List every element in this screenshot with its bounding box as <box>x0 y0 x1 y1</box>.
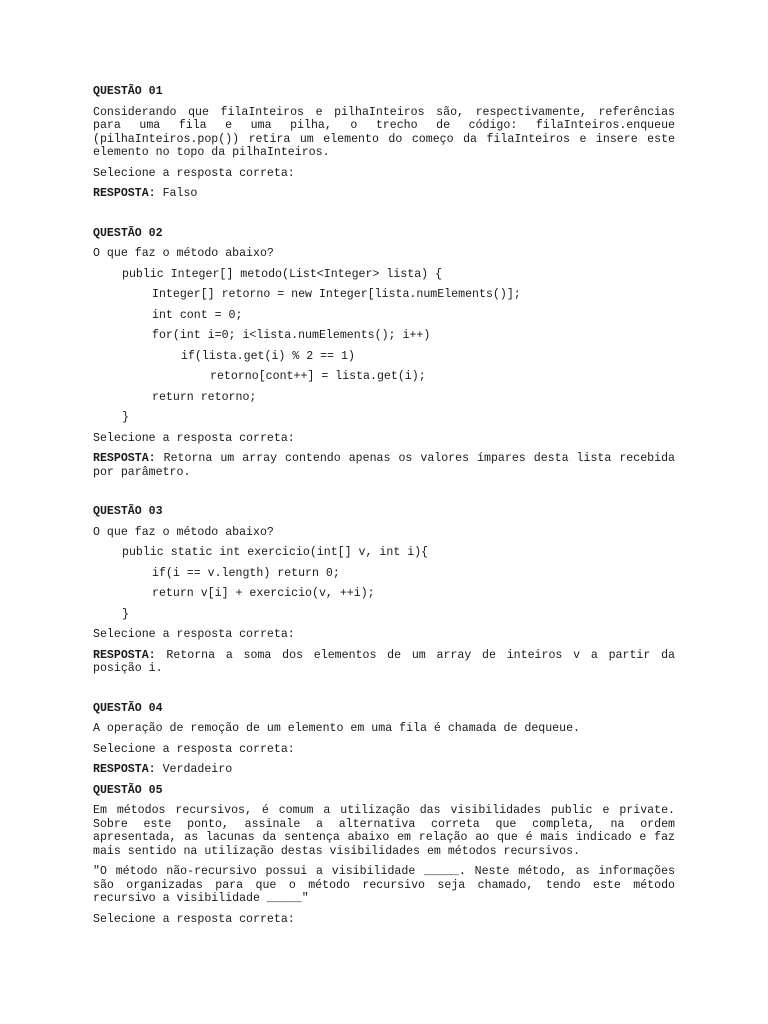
question-text: Considerando que filaInteiros e pilhaInteiros são, respectivamente, referências para uma fila e uma pilha, o trecho de código: filaInteiros.enqueue (pilhaInteiros.pop()) retira um elemento do começo da filaInteiros e insere este elemento no topo da pilhaInteiros. <box>93 105 675 159</box>
answer-label: RESPOSTA: <box>93 648 156 662</box>
answer-text: Falso <box>155 187 198 200</box>
answer <box>93 187 675 201</box>
code-line: for(int i=0; i<lista.numElements(); i++) <box>152 329 431 342</box>
question-title: QUESTÃO 01 <box>93 85 163 98</box>
question-04 <box>93 702 675 777</box>
question-03 <box>93 505 675 676</box>
code-line: Integer[] retorno = new Integer[lista.numElements()]; <box>152 288 521 301</box>
answer-text: Retorna a soma dos elementos de um array de inteiros v a partir da posição i. <box>93 648 675 675</box>
code-line: return retorno; <box>152 390 257 404</box>
code-line: } <box>122 607 129 621</box>
question-02 <box>93 227 675 480</box>
code-line: retorno[cont++] = lista.get(i); <box>210 370 426 383</box>
answer <box>93 452 675 479</box>
question-title: QUESTÃO 05 <box>93 783 163 797</box>
question-quote: "O método não-recursivo possui a visibilidade _____. Neste método, as informações são organizadas para que o método recursivo seja chamado, tendo este método recursivo a visibilidade _____" <box>93 865 675 905</box>
answer <box>93 649 675 676</box>
code-line: int cont = 0; <box>152 308 243 322</box>
question-prompt: Selecione a resposta correta: <box>93 912 295 926</box>
question-title: QUESTÃO 04 <box>93 701 163 715</box>
question-text: A operação de remoção de um elemento em uma fila é chamada de dequeue. <box>93 722 581 735</box>
document-page <box>93 85 675 926</box>
answer-text: Retorna um array contendo apenas os valores ímpares desta lista recebida por parâmetro. <box>93 452 675 479</box>
question-title: QUESTÃO 03 <box>93 505 163 518</box>
question-text: Em métodos recursivos, é comum a utilização das visibilidades public e private. Sobre este ponto, assinale a alternativa correta que completa, na ordem apresentada, as lacunas da sentença abaixo em relação ao que é mais indicado e faz mais sentido na utilização destas visibilidades em métodos recursivos. <box>93 804 675 858</box>
answer-label: RESPOSTA: <box>93 452 156 465</box>
question-prompt: Selecione a resposta correta: <box>93 431 295 445</box>
question-text: O que faz o método abaixo? <box>93 247 274 260</box>
question-prompt: Selecione a resposta correta: <box>93 628 295 641</box>
answer-label: RESPOSTA: <box>93 763 156 776</box>
answer-label: RESPOSTA: <box>93 187 156 200</box>
question-text: O que faz o método abaixo? <box>93 525 274 539</box>
code-line: if(lista.get(i) % 2 == 1) <box>181 349 355 363</box>
question-prompt: Selecione a resposta correta: <box>93 742 295 756</box>
question-05 <box>93 784 675 927</box>
question-title: QUESTÃO 02 <box>93 226 163 240</box>
answer-text: Verdadeiro <box>155 763 233 776</box>
code-line: } <box>122 411 129 424</box>
code-line: return v[i] + exercicio(v, ++i); <box>152 587 375 600</box>
code-line: if(i == v.length) return 0; <box>152 566 340 580</box>
code-line: public static int exercicio(int[] v, int i){ <box>122 546 429 559</box>
answer <box>93 763 675 777</box>
code-line: public Integer[] metodo(List<Integer> lista) { <box>122 267 443 281</box>
question-01 <box>93 85 675 201</box>
question-prompt: Selecione a resposta correta: <box>93 166 295 180</box>
